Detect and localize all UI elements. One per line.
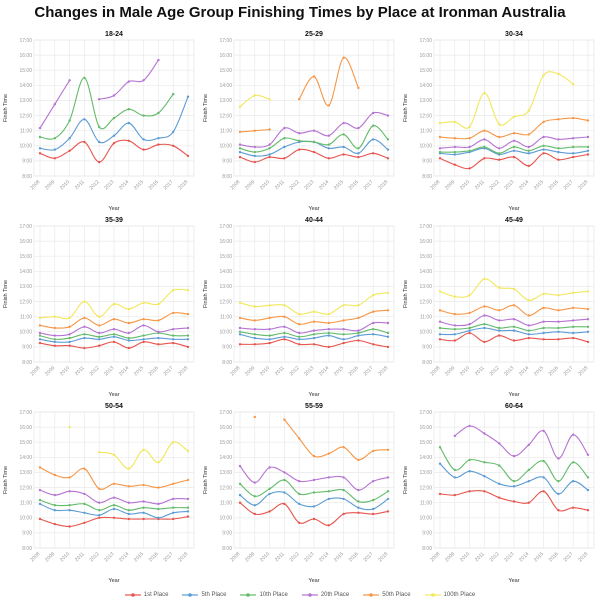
x-axis-label: Year [508,206,520,212]
svg-text:2012: 2012 [288,179,301,192]
svg-text:2010: 2010 [258,365,272,378]
facet-title: 45-49 [505,217,523,224]
svg-text:2016: 2016 [147,179,160,192]
svg-text:16:00: 16:00 [19,424,32,431]
svg-text:14:00: 14:00 [419,269,432,276]
svg-text:11:00: 11:00 [19,500,32,507]
svg-text:16:00: 16:00 [19,238,32,245]
svg-text:12:00: 12:00 [19,299,32,306]
svg-text:2008: 2008 [229,365,242,378]
facet-chart-50-54 [0,400,200,586]
facet-title: 30-34 [505,31,523,38]
svg-text:2010: 2010 [58,365,72,378]
svg-text:2018: 2018 [577,365,590,378]
svg-text:2009: 2009 [44,551,57,564]
svg-text:2016: 2016 [347,365,360,378]
facet-30-34 [400,28,600,214]
svg-text:2008: 2008 [229,551,242,564]
y-axis-label: Finish Time [203,465,209,495]
svg-text:11:00: 11:00 [419,128,432,135]
svg-text:2018: 2018 [577,179,590,192]
svg-text:17:00: 17:00 [19,223,32,230]
y-axis-tick-labels [419,410,432,552]
svg-text:2012: 2012 [488,365,501,378]
svg-text:2018: 2018 [377,551,390,564]
svg-text:14:00: 14:00 [19,269,32,276]
svg-text:17:00: 17:00 [19,37,32,44]
svg-text:2016: 2016 [347,179,360,192]
svg-text:2011: 2011 [73,551,86,564]
legend-label: 10th Place [259,592,288,598]
svg-text:2010: 2010 [458,179,472,192]
svg-text:2012: 2012 [288,551,301,564]
svg-text:16:00: 16:00 [219,52,232,59]
svg-text:8:00: 8:00 [22,545,32,552]
legend-label: 50th Place [382,592,411,598]
y-axis-label: Finish Time [203,279,209,309]
svg-text:11:00: 11:00 [19,314,32,321]
svg-text:10:00: 10:00 [19,515,32,522]
facet-chart-60-64 [400,400,600,586]
svg-text:2008: 2008 [429,365,442,378]
legend-item-100th-place [425,591,476,599]
svg-text:2017: 2017 [162,365,175,378]
svg-text:14:00: 14:00 [219,83,232,90]
y-axis-tick-labels [419,38,432,180]
svg-text:9:00: 9:00 [422,530,432,537]
legend-label: 5th Place [201,592,227,598]
facet-40-44 [200,214,400,400]
svg-text:13:00: 13:00 [19,284,32,291]
svg-text:2016: 2016 [547,365,560,378]
svg-text:17:00: 17:00 [219,223,232,230]
facet-chart-18-24 [0,28,200,214]
svg-text:14:00: 14:00 [419,83,432,90]
svg-text:16:00: 16:00 [19,52,32,59]
svg-text:2014: 2014 [118,551,131,564]
svg-text:2014: 2014 [518,179,531,192]
svg-text:16:00: 16:00 [419,238,432,245]
y-axis-tick-labels [219,38,232,180]
svg-text:2010: 2010 [258,551,272,564]
svg-text:10:00: 10:00 [219,515,232,522]
svg-text:10:00: 10:00 [19,143,32,150]
svg-text:14:00: 14:00 [219,269,232,276]
svg-text:2017: 2017 [162,551,175,564]
svg-text:2010: 2010 [58,179,72,192]
svg-text:2013: 2013 [103,551,116,564]
chart-legend [0,586,600,604]
facet-title: 50-54 [105,403,123,410]
facet-18-24 [0,28,200,214]
svg-text:2011: 2011 [473,551,486,564]
x-axis-tick-labels [29,551,189,563]
facet-title: 55-59 [305,403,323,410]
svg-text:2013: 2013 [303,179,316,192]
svg-text:2017: 2017 [162,179,175,192]
x-axis-tick-labels [229,551,389,563]
legend-marker-icon [182,591,198,599]
svg-text:2016: 2016 [547,551,560,564]
facet-35-39 [0,214,200,400]
svg-text:12:00: 12:00 [419,299,432,306]
svg-text:11:00: 11:00 [219,500,232,507]
svg-text:2013: 2013 [103,365,116,378]
svg-text:2013: 2013 [503,551,516,564]
svg-text:10:00: 10:00 [219,143,232,150]
svg-text:2016: 2016 [347,551,360,564]
svg-text:2018: 2018 [177,365,190,378]
svg-text:15:00: 15:00 [219,68,232,74]
svg-text:9:00: 9:00 [222,344,232,351]
facet-title: 35-39 [105,217,123,224]
svg-text:2012: 2012 [488,179,501,192]
legend-item-50th-place [363,591,410,599]
svg-text:2011: 2011 [473,179,486,192]
svg-text:2009: 2009 [244,179,257,192]
y-axis-label: Finish Time [403,279,409,309]
svg-text:13:00: 13:00 [219,284,232,291]
svg-text:2018: 2018 [377,179,390,192]
facet-title: 60-64 [505,403,523,410]
svg-text:9:00: 9:00 [422,158,432,165]
facet-45-49 [400,214,600,400]
x-axis-label: Year [308,392,320,398]
legend-item-20th-place [302,591,349,599]
svg-text:2015: 2015 [532,179,546,192]
legend-item-1st-place [125,591,169,599]
svg-text:17:00: 17:00 [219,409,232,416]
svg-text:8:00: 8:00 [222,173,232,180]
svg-text:8:00: 8:00 [222,545,232,552]
facet-chart-30-34 [400,28,600,214]
legend-marker-icon [302,591,318,599]
svg-text:13:00: 13:00 [19,470,32,477]
svg-text:2015: 2015 [332,179,346,192]
y-axis-tick-labels [419,224,432,366]
x-axis-tick-labels [429,179,589,191]
facet-grid [0,28,600,586]
svg-text:16:00: 16:00 [219,424,232,431]
svg-text:2008: 2008 [29,551,42,564]
svg-text:9:00: 9:00 [222,530,232,537]
svg-text:2011: 2011 [273,179,286,192]
svg-text:2010: 2010 [458,365,472,378]
svg-text:2011: 2011 [273,551,286,564]
svg-text:10:00: 10:00 [19,329,32,336]
svg-text:2017: 2017 [362,365,375,378]
svg-text:2015: 2015 [132,551,146,564]
svg-text:2011: 2011 [473,365,486,378]
svg-text:17:00: 17:00 [19,409,32,416]
facet-chart-25-29 [200,28,400,214]
svg-text:2014: 2014 [118,179,131,192]
svg-text:2012: 2012 [88,365,101,378]
y-axis-tick-labels [19,38,32,180]
svg-text:11:00: 11:00 [19,128,32,135]
svg-text:11:00: 11:00 [219,128,232,135]
svg-text:12:00: 12:00 [219,485,232,492]
svg-text:2014: 2014 [318,551,331,564]
svg-text:2009: 2009 [444,179,457,192]
svg-text:2015: 2015 [132,365,146,378]
svg-text:15:00: 15:00 [419,440,432,446]
facet-55-59 [200,400,400,586]
svg-text:2017: 2017 [562,179,575,192]
svg-text:17:00: 17:00 [419,37,432,44]
svg-text:14:00: 14:00 [19,455,32,462]
svg-text:2018: 2018 [577,551,590,564]
svg-text:10:00: 10:00 [419,143,432,150]
svg-text:2017: 2017 [562,365,575,378]
svg-text:2015: 2015 [332,365,346,378]
svg-text:15:00: 15:00 [219,254,232,260]
x-axis-label: Year [108,206,120,212]
x-axis-label: Year [108,392,120,398]
svg-text:16:00: 16:00 [419,424,432,431]
svg-text:15:00: 15:00 [19,68,32,74]
svg-text:14:00: 14:00 [219,455,232,462]
svg-text:2009: 2009 [44,179,57,192]
svg-text:2014: 2014 [118,365,131,378]
svg-text:14:00: 14:00 [19,83,32,90]
svg-text:13:00: 13:00 [219,98,232,105]
facet-chart-55-59 [200,400,400,586]
x-axis-tick-labels [229,179,389,191]
svg-text:2015: 2015 [332,551,346,564]
svg-text:2008: 2008 [229,179,242,192]
svg-text:2017: 2017 [562,551,575,564]
y-axis-tick-labels [19,410,32,552]
svg-text:15:00: 15:00 [419,68,432,74]
x-axis-label: Year [108,578,120,584]
x-axis-tick-labels [429,551,589,563]
y-axis-label: Finish Time [203,93,209,123]
svg-text:2017: 2017 [362,179,375,192]
svg-text:13:00: 13:00 [419,284,432,291]
svg-text:2013: 2013 [503,365,516,378]
svg-text:16:00: 16:00 [419,52,432,59]
svg-text:12:00: 12:00 [419,485,432,492]
x-axis-tick-labels [229,365,389,377]
svg-text:2009: 2009 [444,365,457,378]
svg-text:2015: 2015 [532,551,546,564]
legend-label: 20th Place [320,592,350,598]
facet-50-54 [0,400,200,586]
svg-text:10:00: 10:00 [419,329,432,336]
legend-marker-icon [363,591,379,599]
svg-text:12:00: 12:00 [19,485,32,492]
svg-text:15:00: 15:00 [419,254,432,260]
facet-25-29 [200,28,400,214]
legend-marker-icon [425,591,441,599]
svg-text:17:00: 17:00 [419,223,432,230]
svg-text:17:00: 17:00 [419,409,432,416]
svg-text:2016: 2016 [147,551,160,564]
svg-text:11:00: 11:00 [419,314,432,321]
svg-text:2018: 2018 [177,179,190,192]
facet-title: 25-29 [305,31,323,38]
svg-text:2015: 2015 [532,365,546,378]
svg-text:15:00: 15:00 [19,254,32,260]
svg-text:2014: 2014 [318,365,331,378]
svg-text:10:00: 10:00 [419,515,432,522]
svg-text:2018: 2018 [177,551,190,564]
legend-marker-icon [125,591,141,599]
svg-text:8:00: 8:00 [22,359,32,366]
legend-item-5th-place [182,591,226,599]
svg-text:11:00: 11:00 [419,500,432,507]
x-axis-tick-labels [29,365,189,377]
legend-marker-icon [240,591,256,599]
svg-text:2008: 2008 [429,179,442,192]
svg-text:2010: 2010 [458,551,472,564]
y-axis-label: Finish Time [3,465,9,495]
facet-title: 18-24 [105,31,123,38]
svg-text:2009: 2009 [244,365,257,378]
y-axis-label: Finish Time [403,93,409,123]
svg-text:2012: 2012 [288,365,301,378]
legend-label: 1st Place [143,592,169,598]
facet-chart-40-44 [200,214,400,400]
svg-text:2009: 2009 [44,365,57,378]
svg-text:2014: 2014 [518,365,531,378]
svg-text:2010: 2010 [58,551,72,564]
y-axis-tick-labels [219,410,232,552]
svg-text:2013: 2013 [103,179,116,192]
svg-text:12:00: 12:00 [219,299,232,306]
svg-text:14:00: 14:00 [419,455,432,462]
facet-60-64 [400,400,600,586]
legend-item-10th-place [240,591,287,599]
y-axis-label: Finish Time [3,279,9,309]
svg-text:8:00: 8:00 [422,173,432,180]
svg-text:15:00: 15:00 [219,440,232,446]
svg-text:9:00: 9:00 [22,158,32,165]
facet-chart-35-39 [0,214,200,400]
svg-text:8:00: 8:00 [422,359,432,366]
svg-text:13:00: 13:00 [419,470,432,477]
y-axis-label: Finish Time [3,93,9,123]
svg-text:2018: 2018 [377,365,390,378]
svg-text:2014: 2014 [318,179,331,192]
svg-text:2009: 2009 [244,551,257,564]
facet-title: 40-44 [305,217,323,224]
svg-text:8:00: 8:00 [222,359,232,366]
x-axis-tick-labels [429,365,589,377]
chart-title: Changes in Male Age Group Finishing Times by Place at Ironman Australia [34,4,566,21]
svg-text:9:00: 9:00 [422,344,432,351]
svg-text:2013: 2013 [503,179,516,192]
svg-text:2008: 2008 [29,365,42,378]
svg-text:9:00: 9:00 [22,344,32,351]
svg-text:2015: 2015 [132,179,146,192]
svg-text:12:00: 12:00 [19,113,32,120]
svg-text:16:00: 16:00 [219,238,232,245]
svg-text:2012: 2012 [488,551,501,564]
svg-text:2008: 2008 [29,179,42,192]
svg-text:2013: 2013 [303,551,316,564]
svg-text:11:00: 11:00 [219,314,232,321]
svg-text:9:00: 9:00 [22,530,32,537]
svg-text:2012: 2012 [88,551,101,564]
svg-text:13:00: 13:00 [219,470,232,477]
svg-text:13:00: 13:00 [419,98,432,105]
svg-text:12:00: 12:00 [419,113,432,120]
x-axis-label: Year [508,392,520,398]
svg-text:2016: 2016 [547,179,560,192]
svg-text:9:00: 9:00 [222,158,232,165]
legend-label: 100th Place [443,592,476,598]
y-axis-label: Finish Time [403,465,409,495]
x-axis-label: Year [308,206,320,212]
x-axis-tick-labels [29,179,189,191]
svg-text:2012: 2012 [88,179,101,192]
svg-text:2014: 2014 [518,551,531,564]
svg-text:2011: 2011 [273,365,286,378]
svg-text:2017: 2017 [362,551,375,564]
svg-text:2008: 2008 [429,551,442,564]
y-axis-tick-labels [19,224,32,366]
svg-text:2013: 2013 [303,365,316,378]
svg-text:8:00: 8:00 [422,545,432,552]
svg-text:2016: 2016 [147,365,160,378]
svg-text:2010: 2010 [258,179,272,192]
y-axis-tick-labels [219,224,232,366]
svg-text:12:00: 12:00 [219,113,232,120]
svg-text:13:00: 13:00 [19,98,32,105]
facet-chart-45-49 [400,214,600,400]
svg-text:2009: 2009 [444,551,457,564]
svg-text:15:00: 15:00 [19,440,32,446]
svg-text:17:00: 17:00 [219,37,232,44]
x-axis-label: Year [508,578,520,584]
svg-text:2011: 2011 [73,365,86,378]
svg-text:8:00: 8:00 [22,173,32,180]
svg-text:2011: 2011 [73,179,86,192]
x-axis-label: Year [308,578,320,584]
svg-text:10:00: 10:00 [219,329,232,336]
